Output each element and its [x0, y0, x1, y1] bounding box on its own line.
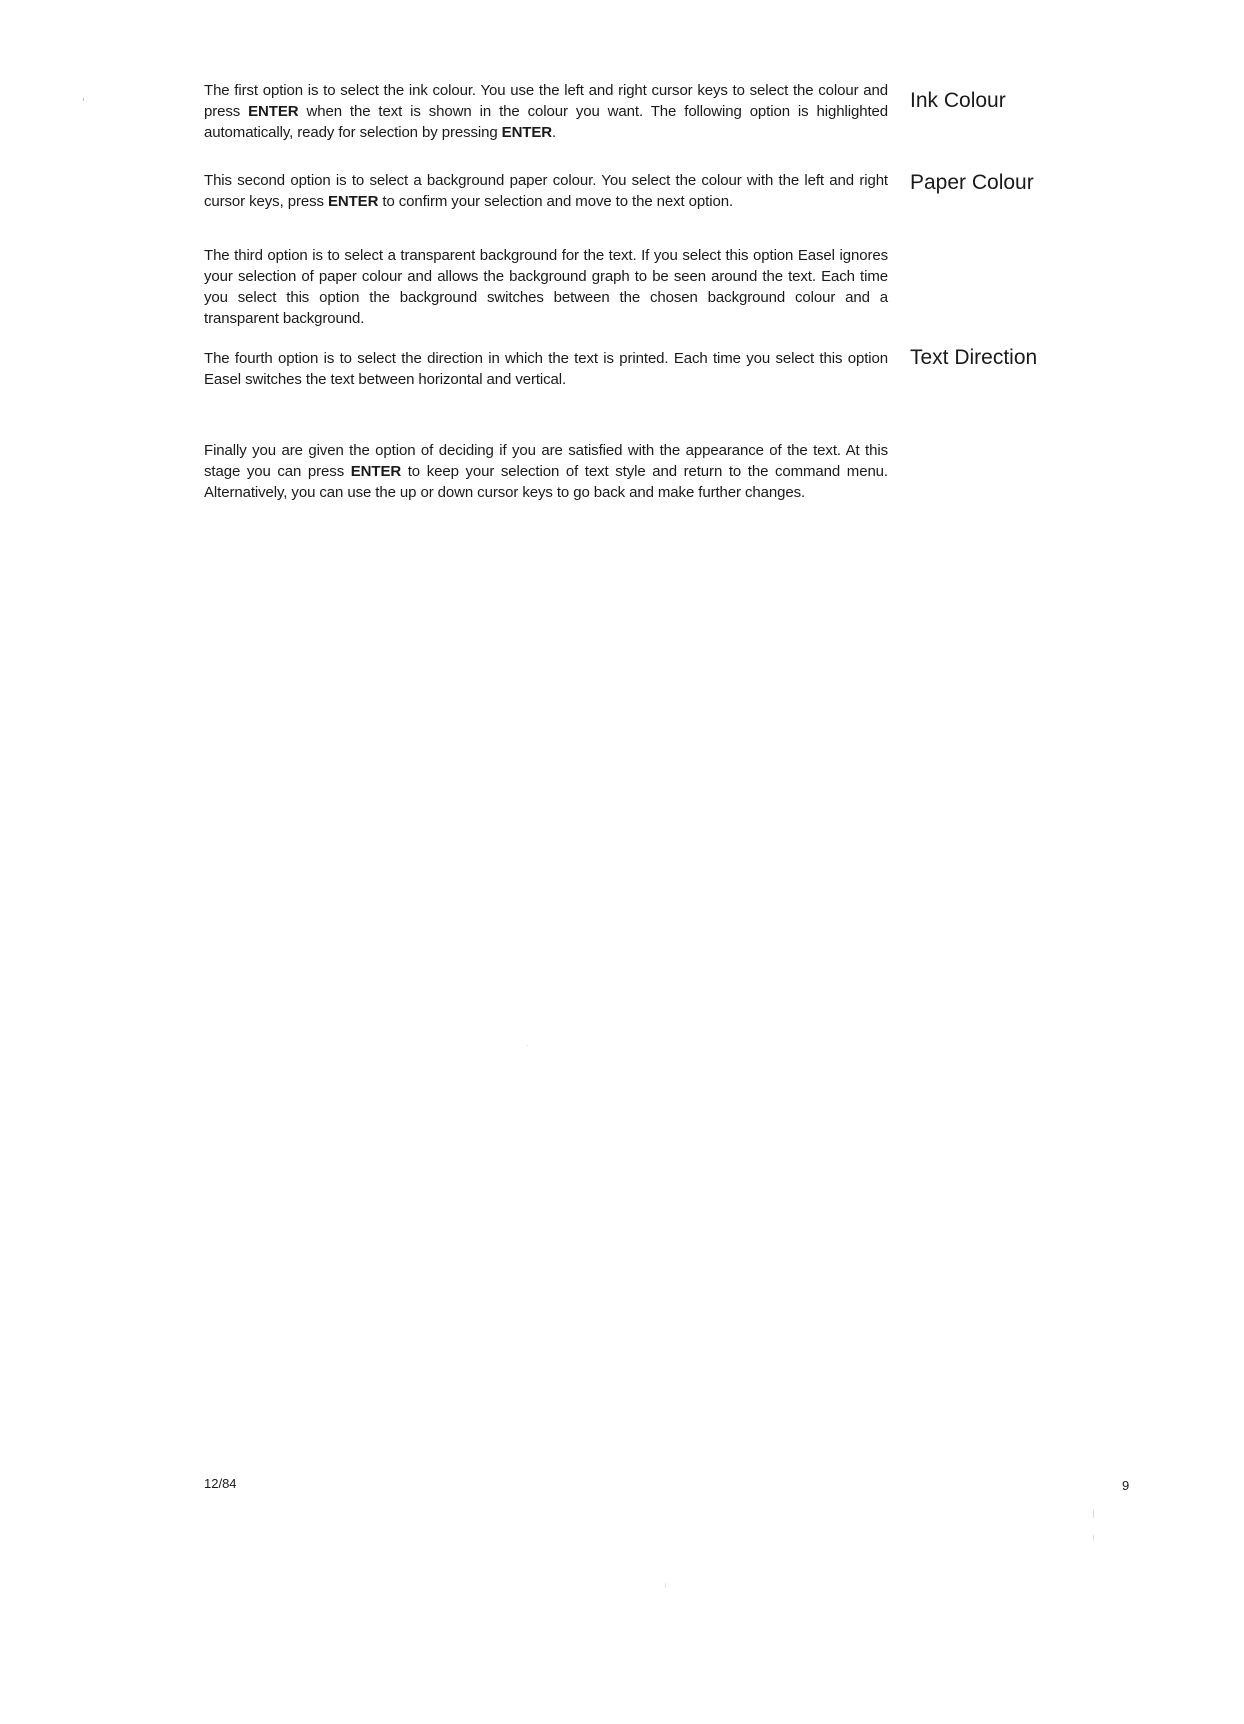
scan-speck	[83, 98, 84, 101]
paragraph-text: The first option is to select the ink colour. You use the left and right cursor keys to select the colour and press	[204, 82, 888, 120]
margin-heading-ink-colour: Ink Colour	[910, 89, 1006, 112]
paragraph-text: to keep your selection of text style and return to the command menu. Alternatively, you can use the up or down cursor keys to go back and make further changes.	[204, 463, 888, 501]
paragraph-ink-colour	[204, 80, 888, 143]
paragraph-transparent-background	[204, 245, 888, 329]
scan-speck	[1093, 1535, 1094, 1541]
scan-speck	[527, 1045, 528, 1046]
paragraph-paper-colour	[204, 170, 888, 212]
paragraph-text: .	[552, 124, 557, 141]
margin-heading-text-direction: Text Direction	[910, 346, 1038, 369]
enter-key-label: ENTER	[501, 124, 553, 141]
paragraph-finally	[204, 440, 888, 503]
paragraph-text: The third option is to select a transparent background for the text. If you select this option Easel ignores your selection of paper colour and allows the background graph to be seen around the text. Each time you select this option the background switches between the chosen background colour and a transparent background.	[204, 247, 888, 327]
margin-heading-paper-colour: Paper Colour	[910, 171, 1034, 194]
scan-speck	[1093, 1510, 1094, 1518]
enter-key-label: ENTER	[248, 103, 299, 120]
paragraph-text: to confirm your selection and move to the next option.	[378, 193, 734, 210]
page-number: 9	[1122, 1478, 1130, 1493]
paragraph-text-direction	[204, 348, 888, 390]
paragraph-text: when the text is shown in the colour you want. The following option is highlighted automatically, ready for selection by pressing	[204, 103, 888, 141]
paragraph-text: The fourth option is to select the direction in which the text is printed. Each time you select this option Easel switches the text between horizontal and vertical.	[204, 350, 888, 388]
scan-speck	[665, 1583, 666, 1588]
paragraph-text: Finally you are given the option of deciding if you are satisfied with the appearance of the text. At this stage you can press	[204, 442, 888, 480]
enter-key-label: ENTER	[327, 193, 379, 210]
enter-key-label: ENTER	[350, 463, 402, 480]
paragraph-text: This second option is to select a background paper colour. You select the colour with the left and right cursor keys, press	[204, 172, 888, 210]
footer-date: 12/84	[204, 1476, 237, 1491]
